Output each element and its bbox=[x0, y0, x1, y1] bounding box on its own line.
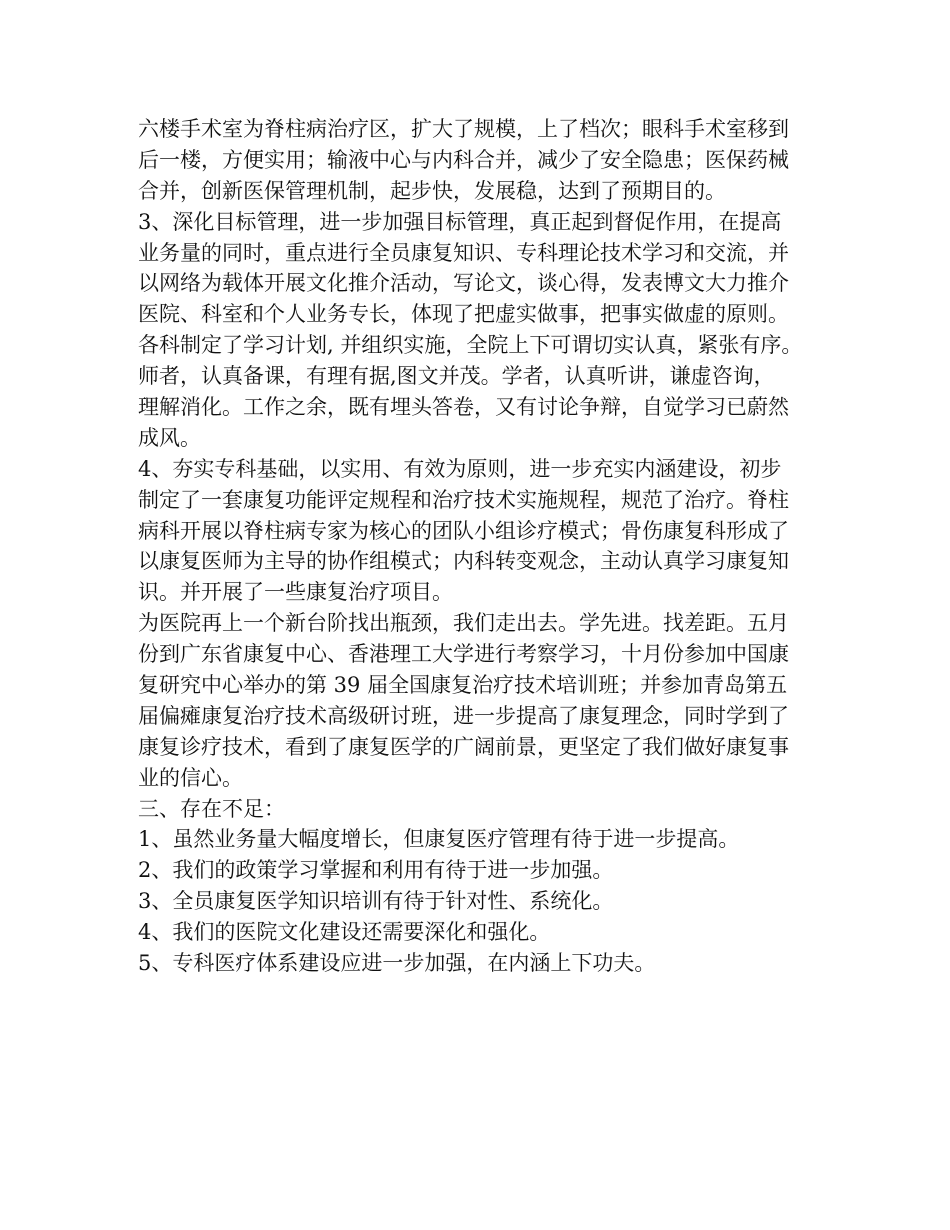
text-line: 以网络为载体开展文化推介活动，写论文，谈心得，发表博文大力推介 bbox=[138, 271, 789, 296]
text-line: 各科制定了学习计划, 并组织实施，全院上下可谓切实认真，紧张有序。 bbox=[138, 333, 803, 358]
text-line: 3、深化目标管理，进一步加强目标管理，真正起到督促作用，在提高 bbox=[138, 209, 782, 234]
text-line: 以康复医师为主导的协作组模式；内科转变观念，主动认真学习康复知 bbox=[138, 549, 789, 574]
text-line: 业务量的同时，重点进行全员康复知识、专科理论技术学习和交流，并 bbox=[138, 240, 789, 265]
text-line: 师者，认真备课，有理有据,图文并茂。学者，认真听讲，谦虚咨询， bbox=[138, 364, 775, 389]
text-line: 为医院再上一个新台阶找出瓶颈，我们走出去。学先进。找差距。五月 bbox=[138, 611, 789, 636]
list-item: 1、虽然业务量大幅度增长，但康复医疗管理有待于进一步提高。 bbox=[138, 827, 740, 852]
text-line: 成风。 bbox=[138, 425, 201, 450]
list-item: 3、全员康复医学知识培训有待于针对性、系统化。 bbox=[138, 889, 614, 914]
text-line: 病科开展以脊柱病专家为核心的团队小组诊疗模式；骨伤康复科形成了 bbox=[138, 518, 789, 543]
text-line: 届偏瘫康复治疗技术高级研讨班，进一步提高了康复理念，同时学到了 bbox=[138, 703, 789, 728]
text-line: 理解消化。工作之余，既有埋头答卷，又有讨论争辩，自觉学习已蔚然 bbox=[138, 395, 789, 420]
text-line: 业的信心。 bbox=[138, 765, 243, 790]
text-line: 复研究中心举办的第 39 届全国康复治疗技术培训班；并参加青岛第五 bbox=[138, 673, 788, 698]
section-heading: 三、存在不足： bbox=[138, 796, 285, 821]
text-line: 康复诊疗技术，看到了康复医学的广阔前景，更坚定了我们做好康复事 bbox=[138, 734, 789, 759]
text-line: 份到广东省康复中心、香港理工大学进行考察学习，十月份参加中国康 bbox=[138, 642, 789, 667]
text-line: 六楼手术室为脊柱病治疗区，扩大了规模，上了档次；眼科手术室移到 bbox=[138, 117, 789, 141]
text-line: 医院、科室和个人业务专长，体现了把虚实做事，把事实做虚的原则。 bbox=[138, 302, 789, 327]
list-item: 5、专科医疗体系建设应进一步加强，在内涵上下功夫。 bbox=[138, 951, 656, 976]
list-item: 4、我们的医院文化建设还需要深化和强化。 bbox=[138, 920, 551, 945]
text-line: 后一楼，方便实用；输液中心与内科合并，减少了安全隐患；医保药械 bbox=[138, 147, 789, 172]
list-item: 2、我们的政策学习掌握和利用有待于进一步加强。 bbox=[138, 858, 614, 883]
text-line: 识。并开展了一些康复治疗项目。 bbox=[138, 580, 453, 605]
document-body bbox=[138, 114, 828, 979]
text-line: 制定了一套康复功能评定规程和治疗技术实施规程，规范了治疗。脊柱 bbox=[138, 487, 789, 512]
text-line: 合并，创新医保管理机制，起步快，发展稳，达到了预期目的。 bbox=[138, 178, 726, 203]
text-line: 4、夯实专科基础，以实用、有效为原则，进一步充实内涵建设，初步 bbox=[138, 456, 782, 481]
